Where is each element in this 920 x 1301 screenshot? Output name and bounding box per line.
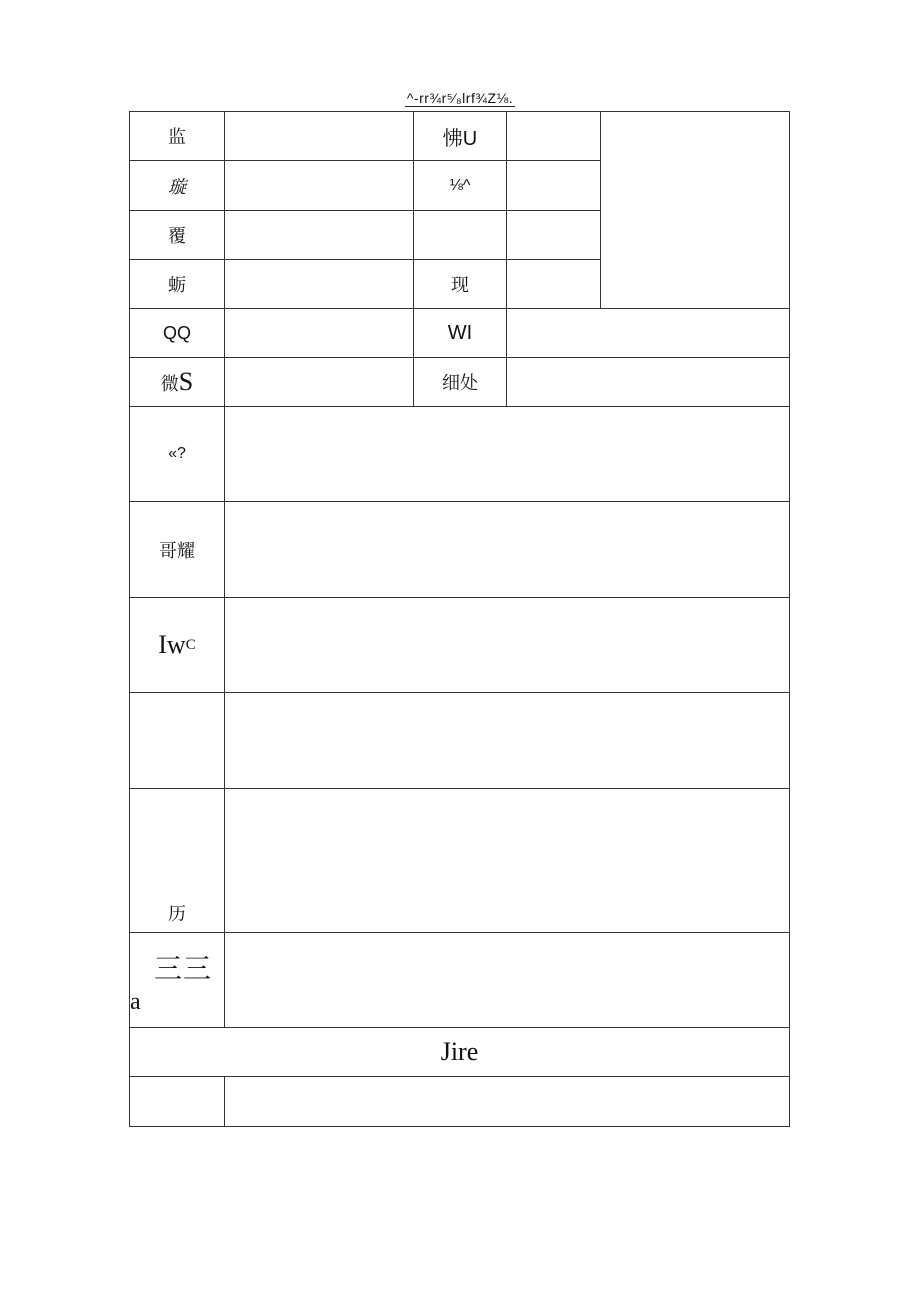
row5-label: QQ xyxy=(162,322,191,343)
section4-content-area[interactable] xyxy=(225,693,789,788)
row3-label2 xyxy=(414,211,506,259)
section4-label xyxy=(130,693,224,788)
row2-value2-field[interactable] xyxy=(507,161,600,210)
row6-value2-field[interactable] xyxy=(507,358,789,406)
photo-box[interactable] xyxy=(601,112,789,308)
row2-value-field[interactable] xyxy=(225,161,413,210)
section5-label: 历 xyxy=(168,904,186,924)
row4-label: 蛎 xyxy=(168,275,186,295)
footer-row-label xyxy=(130,1077,224,1126)
table-border-right xyxy=(789,111,790,1126)
row4-label2: 现 xyxy=(451,275,469,295)
form-title-text: ^-rr¾r⁵⁄₈lrf¾Z⅛. xyxy=(406,90,514,106)
section1-label: «? xyxy=(168,445,186,462)
table-border-bottom xyxy=(129,1126,790,1127)
footer-header: Jire xyxy=(440,1037,479,1066)
section3-label-text: Iw xyxy=(158,630,186,659)
row6-label2: 细处 xyxy=(442,373,478,393)
row6-label-part2: S xyxy=(178,367,194,396)
section1-content-area[interactable] xyxy=(225,407,789,501)
section3-content-area[interactable] xyxy=(225,598,789,692)
row2-label: 璇 xyxy=(168,176,186,197)
section3-label-sup: C xyxy=(185,636,196,653)
row6-value-field[interactable] xyxy=(225,358,413,406)
row1-label: 监 xyxy=(168,127,186,147)
form-title xyxy=(0,90,920,106)
row1-label2: 怫U xyxy=(442,127,478,150)
row5-value2-field[interactable] xyxy=(507,309,789,357)
section3-label xyxy=(130,598,224,692)
footer-row-value-field[interactable] xyxy=(225,1077,789,1126)
section6-label-top: 三三 xyxy=(154,954,213,985)
row3-value2-field[interactable] xyxy=(507,211,600,259)
section2-label: 哥耀 xyxy=(159,540,195,561)
row4-value-field[interactable] xyxy=(225,260,413,308)
section6-content-area[interactable] xyxy=(225,933,789,1027)
section2-content-area[interactable] xyxy=(225,502,789,597)
section6-label-bottom: a xyxy=(130,989,141,1015)
row5-label2: WI xyxy=(447,321,473,344)
row1-value-field[interactable] xyxy=(225,112,413,160)
row4-value2-field[interactable] xyxy=(507,260,600,308)
row2-label2: ⅛^ xyxy=(449,176,471,194)
section5-content-area[interactable] xyxy=(225,789,789,932)
row3-value-field[interactable] xyxy=(225,211,413,259)
row6-label-part1: 微 xyxy=(160,374,179,394)
row6-label-text xyxy=(161,367,193,397)
row6-label xyxy=(130,358,224,406)
section6-label xyxy=(130,933,224,1027)
row3-label: 覆 xyxy=(168,226,186,246)
row5-value-field[interactable] xyxy=(225,309,413,357)
row1-value2-field[interactable] xyxy=(507,112,600,160)
